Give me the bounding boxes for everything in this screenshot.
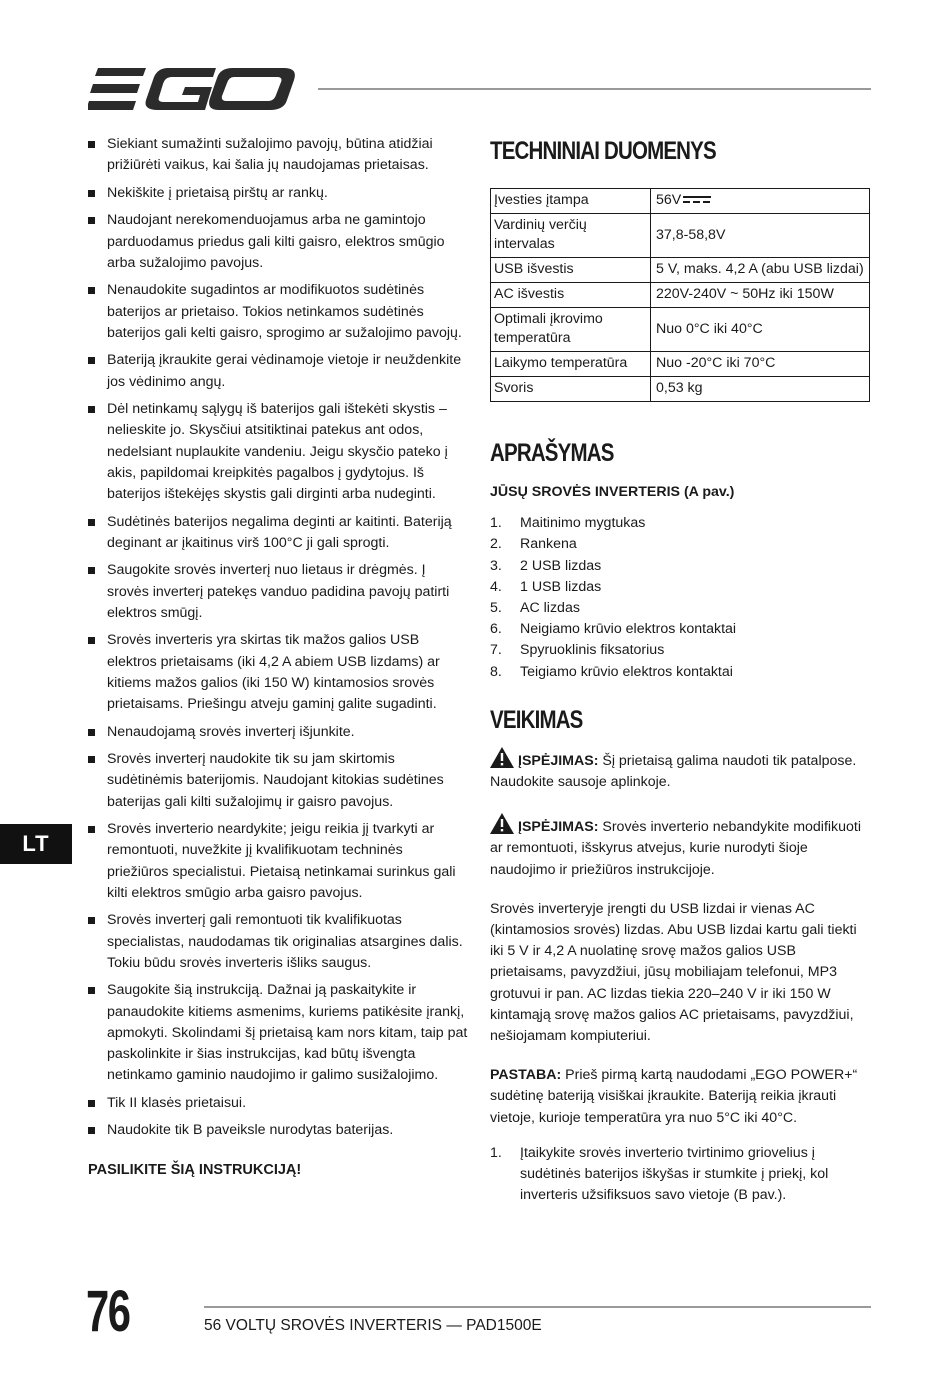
list-item: Tik II klasės prietaisui. (88, 1093, 468, 1114)
step-number: 1. (490, 1144, 502, 1161)
list-item (490, 556, 870, 577)
table-row (491, 352, 870, 377)
list-item: Nekiškite į prietaisą pirštų ar rankų. (88, 183, 468, 204)
list-item: Srovės inverterio neardykite; jeigu reikia jį tvarkyti ar remontuoti, nuvežkite jį kvalifikuotam techninės priežiūros specialistui. Pietaisą netinkamai surinkus gali kilti elektros smūgio arba gaisro pavojus. (88, 819, 468, 904)
item-label: Spyruoklinis fiksatorius (520, 642, 665, 659)
note-label: PASTABA: (490, 1067, 562, 1084)
list-item: Sudėtinės baterijos negalima deginti ar kaitinti. Bateriją deginant ar įkaitinus virš 100°C ji gali sprogti. (88, 512, 468, 554)
list-item: Nenaudokite sugadintos ar modifikuotos sudėtinės baterijos ar prietaiso. Tokios netinkamos sudėtinės baterijos gali kelti gaisro, sprogimo ar sužalojimo pavojų. (88, 280, 468, 344)
warning-triangle-icon (490, 813, 514, 834)
spec-value: Nuo 0°C iki 40°C (651, 308, 870, 352)
page-number: 76 (86, 1279, 130, 1344)
item-number: 7. (490, 642, 502, 659)
list-item: Srovės inverteris yra skirtas tik mažos galios USB elektros prietaisams (iki 4,2 A abiem USB lizdams) ar kitiems mažos galios (iki 150 W) kintamosios srovės prietaisams. Priešingu atveju gaminį galite sugadinti. (88, 630, 468, 715)
spec-value: 37,8-58,8V (651, 214, 870, 258)
list-item (490, 513, 870, 534)
item-number: 2. (490, 536, 502, 553)
safety-column (88, 134, 468, 1181)
warning-notice (490, 813, 870, 881)
list-item: Siekiant sumažinti sužalojimo pavojų, būtina atidžiai prižiūrėti vaikus, kai šalia jų naudojamas prietaisas. (88, 134, 468, 176)
list-item: Naudojant nerekomenduojamus arba ne gamintojo parduodamus priedus gali kilti gaisro, elektros smūgio arba sužalojimo pavojus. (88, 210, 468, 274)
steps-list (490, 1143, 870, 1207)
spec-key: USB išvestis (491, 258, 651, 283)
item-number: 8. (490, 663, 502, 680)
warning-label: ĮSPĖJIMAS: (518, 752, 599, 769)
table-row (491, 283, 870, 308)
list-item (490, 640, 870, 661)
list-item: Bateriją įkraukite gerai vėdinamoje vietoje ir neuždenkite jos vėdinimo angų. (88, 350, 468, 392)
spec-key: Įvesties įtampa (491, 189, 651, 214)
list-item (490, 598, 870, 619)
warning-triangle-icon (490, 747, 514, 768)
spec-value-text: 56V (656, 192, 682, 208)
description-heading: APRAŠYMAS (490, 439, 614, 467)
list-item: Naudokite tik B paveiksle nurodytas baterijas. (88, 1120, 468, 1141)
language-tab: LT (0, 824, 72, 864)
list-item (490, 1143, 870, 1207)
spec-value (651, 189, 870, 214)
parts-list (490, 513, 870, 683)
item-number: 3. (490, 557, 502, 574)
item-number: 1. (490, 515, 502, 532)
details-column (490, 134, 870, 1206)
dc-symbol-icon (683, 195, 711, 205)
spec-table (490, 188, 870, 402)
item-label: Maitinimo mygtukas (520, 515, 646, 532)
list-item (490, 662, 870, 683)
list-item (490, 619, 870, 640)
table-row (491, 214, 870, 258)
spec-key: Svoris (491, 377, 651, 402)
warning-label: ĮSPĖJIMAS: (518, 819, 599, 836)
ego-logo (88, 64, 298, 114)
item-label: Rankena (520, 536, 577, 553)
item-label: AC lizdas (520, 600, 580, 617)
spec-key: Optimali įkrovimo temperatūra (491, 308, 651, 352)
list-item (490, 534, 870, 555)
step-text: Įtaikykite srovės inverterio tvirtinimo griovelius į sudėtinės baterijos iškyšas ir stumkite į priekį, kol inverteris užsifiksuos savo vietoje (B pav.). (520, 1144, 829, 1204)
table-row (491, 308, 870, 352)
warning-text: Šį prietaisą galima naudoti tik patalpose. Naudokite sausoje aplinkoje. (490, 752, 857, 791)
item-number: 4. (490, 578, 502, 595)
item-label: Teigiamo krūvio elektros kontaktai (520, 663, 733, 680)
operation-paragraph: Srovės inverteryje įrengti du USB lizdai ir vienas AC (kintamosios srovės) lizdas. Abu USB lizdai kartu gali tiekti iki 5 V ir 4,2 A nuolatinę srovę mažos galios USB prietaisams, pavyzdžiui, jūsų mobiliajam telefonui, MP3 grotuvui ir pan. AC lizdas tiekia 220–240 V ir iki 150 W kintamąją srovę mažos galios AC prietaisams, pavyzdžiui, nešiojamam kompiuteriui. (490, 900, 857, 1045)
spec-key: AC išvestis (491, 283, 651, 308)
list-item (490, 577, 870, 598)
spec-value: 5 V, maks. 4,2 A (abu USB lizdai) (651, 258, 870, 283)
item-label: 2 USB lizdas (520, 557, 602, 574)
list-item: Srovės inverterį naudokite tik su jam skirtomis sudėtinėmis baterijomis. Naudojant kitokias sudėtines baterijas gali kilti sužalojimų ir gaisro pavojus. (88, 749, 468, 813)
description-subheading: JŪSŲ SROVĖS INVERTERIS (A pav.) (490, 484, 735, 500)
item-number: 6. (490, 621, 502, 638)
spec-key: Vardinių verčių intervalas (491, 214, 651, 258)
spec-value: Nuo -20°C iki 70°C (651, 352, 870, 377)
keep-instructions-notice: PASILIKITE ŠIĄ INSTRUKCIJĄ! (88, 1161, 302, 1178)
tech-data-heading: TECHNINIAI DUOMENYS (490, 137, 716, 165)
note-paragraph (490, 1065, 870, 1129)
warning-text: Srovės inverterio nebandykite modifikuoti ar remontuoti, išskyrus atvejus, kurie nurodyti šioje naudojimo ir priežiūros instrukcijoje. (490, 819, 862, 878)
list-item: Saugokite šią instrukciją. Dažnai ją paskaitykite ir panaudokite kitiems asmenims, kuriems patikėsite įrankį, apmokyti. Skolindami šį prietaisą kam nors kitam, taip pat paskolinkite ir šias instrukcijas, kad būtų išvengta netinkamo gaminio naudojimo ir galimo susižalojimo. (88, 980, 468, 1086)
operation-heading: VEIKIMAS (490, 705, 583, 734)
table-row (491, 258, 870, 283)
footer-title: 56 VOLTŲ SROVĖS INVERTERIS — PAD1500E (204, 1317, 542, 1334)
table-row (491, 377, 870, 402)
item-number: 5. (490, 600, 502, 617)
safety-list (88, 134, 468, 1142)
footer-rule (204, 1306, 871, 1308)
list-item: Dėl netinkamų sąlygų iš baterijos gali ištekėti skystis – nelieskite jo. Skysčiui atsitiktinai patekus ant odos, nedelsiant nuplaukite vandeniu. Jeigu skysčio pateko į akis, papildomai kreipkitės pagalbos į gydytojus. Iš baterijos ištekėjęs skystis gali dirginti arba nudeginti. (88, 399, 468, 505)
note-text: Prieš pirmą kartą naudodami „EGO POWER+“ sudėtinę bateriją visiškai įkraukite. Bateriją reikia įkrauti vietoje, kurioje temperatūra yra nuo 5°C iki 40°C. (490, 1067, 858, 1126)
item-label: Neigiamo krūvio elektros kontaktai (520, 621, 737, 638)
table-row (491, 189, 870, 214)
list-item: Srovės inverterį gali remontuoti tik kvalifikuotas specialistas, naudodamas tik originalias atsargines dalis. Tokiu būdu srovės inverteris išliks saugus. (88, 910, 468, 974)
list-item: Nenaudojamą srovės inverterį išjunkite. (88, 722, 468, 743)
header-rule (318, 88, 871, 90)
spec-value: 0,53 kg (651, 377, 870, 402)
warning-notice (490, 747, 870, 793)
item-label: 1 USB lizdas (520, 578, 602, 595)
list-item: Saugokite srovės inverterį nuo lietaus ir drėgmės. Į srovės inverterį patekęs vanduo padidina pavojų patirti elektros smūgį. (88, 560, 468, 624)
spec-value: 220V-240V ~ 50Hz iki 150W (651, 283, 870, 308)
spec-key: Laikymo temperatūra (491, 352, 651, 377)
